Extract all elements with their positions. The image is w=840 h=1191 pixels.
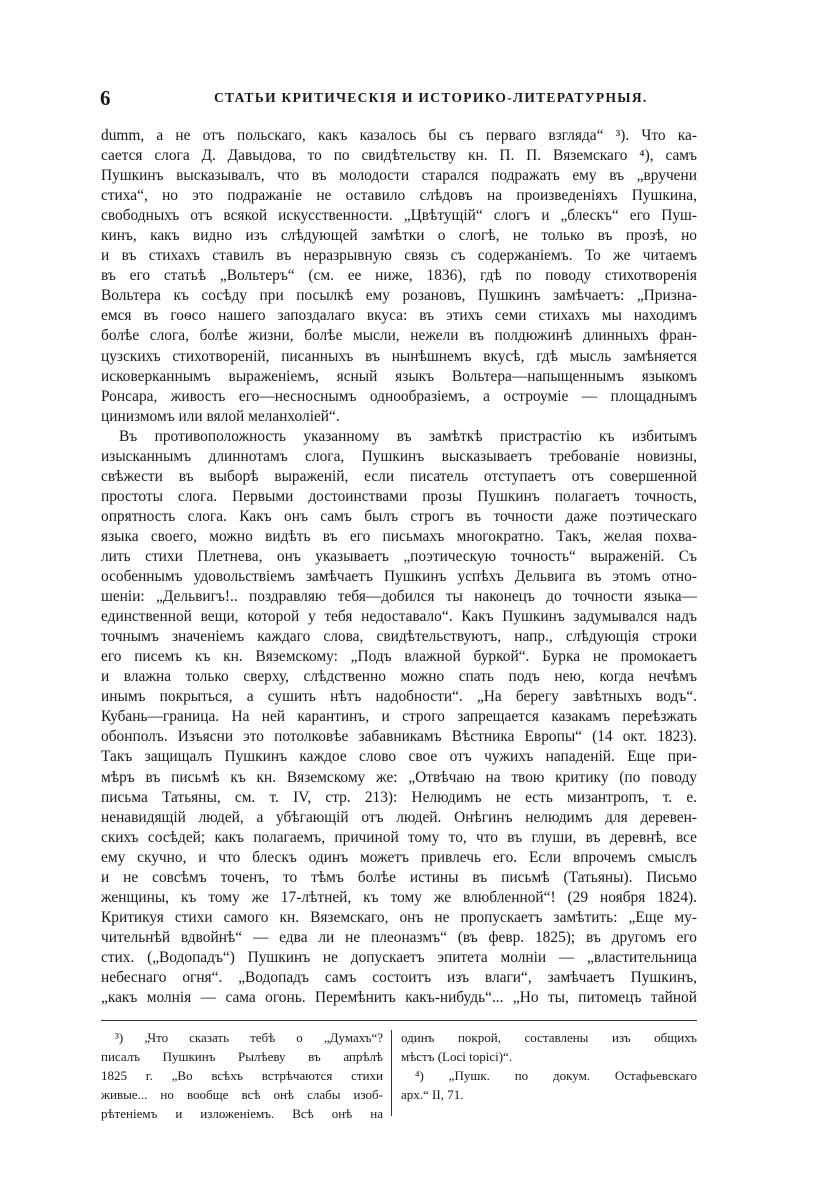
text-line: Такъ защищалъ Пушкинъ каждое слово свое отъ чужихъ нападеній. Еще при- (101, 748, 697, 766)
text-line: лить стихи Плетнева, онъ указываетъ „поэтическую точность“ выраженій. Съ (101, 547, 697, 565)
text-line: Пушкинъ высказывалъ, что въ молодости старался подражать ему въ „вручени (101, 167, 697, 185)
text-line: dumm, а не отъ польскаго, какъ казалось бы съ перваго взгляда“ ³). Что ка- (101, 127, 697, 144)
text-line: сается слога Д. Давыдова, то по свидѣтельству кн. П. П. Вяземскаго ⁴), самъ (101, 147, 697, 165)
text-line: „какъ молнія — сама огонь. Перемѣнить какъ-нибудь“... „Но ты, питомецъ тайной (101, 989, 697, 1007)
text-line: ему скучно, и что блескъ одинъ можетъ привлечь его. Если впрочемъ смыслъ (101, 848, 697, 866)
text-line: точнымъ значеніемъ каждаго слова, свидѣтельствуютъ, напр., слѣдующія строки (101, 628, 697, 646)
running-head: СТАТЬИ КРИТИЧЕСКІЯ И ИСТОРИКО-ЛИТЕРАТУРНЫЯ. (214, 90, 648, 105)
text-line: болѣе слога, болѣе жизни, болѣе мысли, нежели въ полдюжинѣ длинныхъ фран- (101, 327, 697, 345)
text-line: женщины, къ тому же 17-лѣтней, къ тому же влюбленной“! (29 ноября 1824). (101, 888, 697, 906)
footnotes-left-column (101, 1028, 383, 1123)
text-line: его писемъ къ кн. Вяземскому: „Подъ влажной буркой“. Бурка не промокаетъ (101, 648, 697, 666)
body-text (101, 126, 697, 1008)
footnote-line: рѣтеніемъ и изложеніемъ. Всѣ онѣ на (101, 1106, 383, 1121)
text-line: въ его статьѣ „Вольтеръ“ (см. ее ниже, 1836), гдѣ по поводу стихотворенія (101, 267, 697, 285)
footnote-column-divider (391, 1030, 392, 1116)
text-line: ненавидящій людей, а убѣгающій отъ людей. Онѣгинъ нелюдимъ для деревен- (101, 808, 697, 826)
text-line: единственной вещи, которой у тебя недоставало“. Какъ Пушкинъ задумывался надъ (101, 608, 697, 626)
text-line: чительнѣй вдвойнѣ“ — едва ли не плеоназмъ“ (въ февр. 1825); въ другомъ его (101, 928, 697, 946)
text-line: письма Татьяны, см. т. IV, стр. 213): Нелюдимъ не есть мизантропъ, т. е. (101, 788, 697, 806)
text-line: и не совсѣмъ точенъ, то тѣмъ болѣе истины въ письмѣ (Татьяны). Письмо (101, 868, 697, 886)
text-line: обонполъ. Изъясни это потолковѣе забавникамъ Вѣстника Европы“ (14 окт. 1823). (101, 728, 697, 746)
text-line: и въ стихахъ ставилъ въ неразрывную связь съ содержаніемъ. То же читаемъ (101, 247, 697, 265)
footnote-line: одинъ покрой, составлены изъ общихъ (401, 1030, 697, 1045)
text-line: и влажна только сверху, слѣдственно можно спать подъ нею, когда нечѣмъ (101, 668, 697, 686)
text-line: мѣръ въ письмѣ къ кн. Вяземскому же: „Отвѣчаю на твою критику (по поводу (101, 768, 697, 786)
footnote-line: 1825 г. „Во всѣхъ встрѣчаются стихи (101, 1068, 383, 1083)
footnote-rule (101, 1020, 697, 1021)
text-line: исковерканнымъ выраженіемъ, ясный языкъ Вольтера—напыщеннымъ языкомъ (101, 367, 697, 385)
page-number: 6 (100, 86, 111, 110)
text-line: свѣжести въ выборѣ выраженій, если писатель отступаетъ отъ совершенной (101, 467, 697, 485)
page-header (100, 86, 700, 110)
footnote-line: писалъ Пушкинъ Рылѣеву въ апрѣлѣ (101, 1049, 383, 1064)
text-line: цинизмомъ или вялой меланхоліей“. (101, 407, 340, 425)
text-line: шеніи: „Дельвигъ!.. поздравляю тебя—добился ты наконецъ до точности языка— (101, 588, 697, 606)
text-line: опрятность слога. Какъ онъ самъ былъ строгъ въ точности даже поэтическаго (101, 507, 697, 525)
text-line: стих. („Водопадъ“) Пушкинъ не допускаетъ эпитета молніи — „властительница (101, 948, 697, 966)
footnote-line: ³) „Что сказать тебѣ о „Думахъ“? (115, 1030, 383, 1045)
text-line: Вольтера къ сосѣду при посылкѣ ему розановъ, Пушкинъ замѣчаетъ: „Призна- (101, 287, 697, 305)
footnote-line: ⁴) „Пушк. по докум. Остафьевскаго (415, 1068, 697, 1083)
text-line: Критикуя стихи самого кн. Вяземскаго, онъ не пропускаетъ замѣтить: „Еще му- (101, 908, 697, 926)
text-line: кинъ, какъ видно изъ слѣдующей замѣтки о слогѣ, не только въ прозѣ, но (101, 227, 697, 245)
text-line: инымъ покрыться, а сушить нѣтъ надобности“. „На берегу завѣтныхъ водъ“. (101, 688, 697, 706)
text-line: свободныхъ отъ всякой искусственности. „Цвѣтущій“ слогъ и „блескъ“ его Пуш- (101, 207, 697, 225)
footnote-line: живые... но вообще всѣ онѣ слабы изоб- (101, 1087, 383, 1102)
text-line: скихъ сосѣдей; какъ полагаемъ, причиной тому то, что въ глуши, въ деревнѣ, все (101, 828, 697, 846)
text-line: небеснаго огня“. „Водопадъ самъ состоитъ изъ влаги“, замѣчаетъ Пушкинъ, (101, 968, 697, 986)
text-line: изысканнымъ длиннотамъ слога, Пушкинъ высказываетъ требованіе новизны, (101, 447, 697, 465)
text-line: простоты слога. Первыми достоинствами прозы Пушкинъ полагаетъ точность, (101, 487, 697, 505)
text-line: цузскихъ стихотвореній, писанныхъ въ нынѣшнемъ вкусѣ, гдѣ мысль замѣняется (101, 347, 697, 365)
text-line: Въ противоположность указанному въ замѣткѣ пристрастію къ избитымъ (119, 427, 697, 445)
text-line: емся въ гоѳсо нашего запоздалаго вкуса: въ этихъ семи стихахъ мы находимъ (101, 307, 697, 325)
text-line: особеннымъ удовольствіемъ замѣчаетъ Пушкинъ успѣхъ Дельвига въ этомъ отно- (101, 568, 697, 586)
text-line: Ронсара, живость его—несноснымъ однообразіемъ, а остроуміе — площаднымъ (101, 387, 697, 405)
text-line: языка своего, можно видѣть въ его письмахъ многократно. Такъ, желая похва- (101, 527, 697, 545)
footnotes-right-column (401, 1028, 697, 1104)
text-line: стиха“, но это подражаніе не оставило слѣдовъ на произведеніяхъ Пушкина, (101, 187, 697, 205)
text-line: Кубань—граница. На ней карантинъ, и строго запрещается казакамъ переѣзжать (101, 708, 697, 726)
footnote-line: мѣстъ (Loci topici)“. (401, 1049, 513, 1064)
footnote-line: арх.“ II, 71. (401, 1087, 464, 1102)
